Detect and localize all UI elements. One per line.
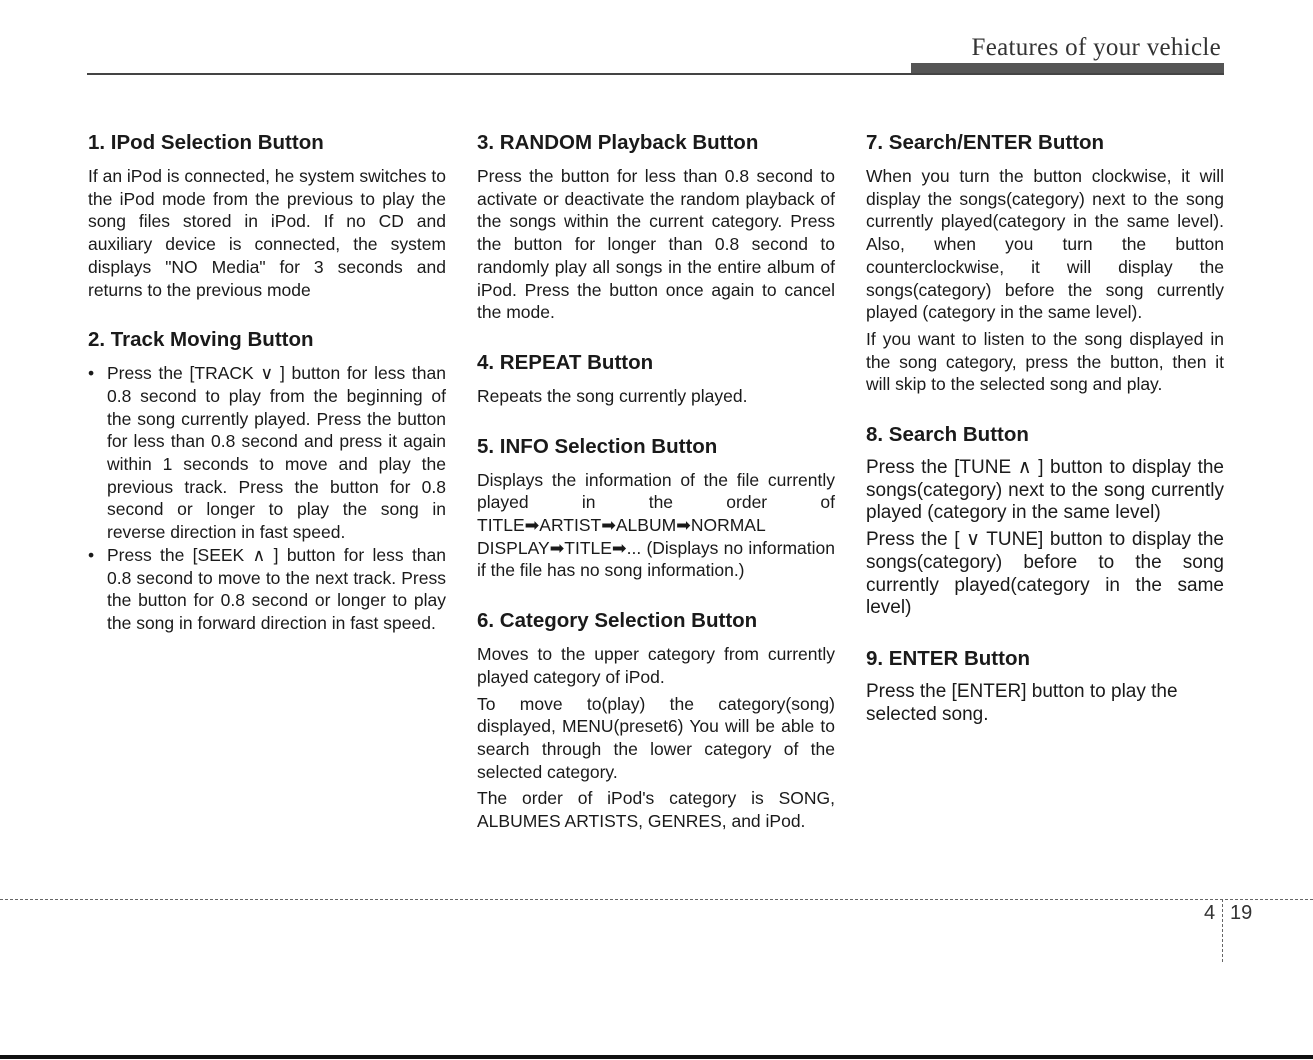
column-2 bbox=[477, 130, 835, 859]
section-text: The order of iPod's category is SONG, ALBUMES ARTISTS, GENRES, and iPod. bbox=[477, 788, 835, 832]
running-header-title: Features of your vehicle bbox=[971, 34, 1221, 61]
bullet-icon: • bbox=[88, 363, 95, 384]
column-1 bbox=[88, 130, 446, 661]
section-text: To move to(play) the category(song) displayed, MENU(preset6) You will be able to search through the lower category of the selected category. bbox=[477, 693, 835, 782]
page-number: 19 bbox=[1230, 902, 1253, 924]
section-heading: 9. ENTER Button bbox=[866, 646, 1030, 670]
section-text: Press the [ ∨ TUNE] button to display the songs(category) before to the song currently played(category in the same level) bbox=[866, 529, 1224, 619]
section-random-playback bbox=[477, 130, 835, 324]
section-track-moving bbox=[88, 327, 446, 634]
list-item bbox=[88, 362, 446, 544]
section-search-enter bbox=[866, 130, 1224, 396]
chapter-number: 4 bbox=[1204, 902, 1216, 924]
header-rule bbox=[87, 73, 1224, 75]
section-ipod-selection bbox=[88, 130, 446, 301]
section-text: If you want to listen to the song displayed in the song category, press the button, then it will skip to the selected song and play. bbox=[866, 328, 1224, 395]
section-text: If an iPod is connected, he system switches to the iPod mode from the previous to play the song files stored in iPod. If no CD and auxiliary device is connected, the system displays "NO Media" for 3 seconds and returns to the previous mode bbox=[88, 166, 446, 300]
section-heading: 6. Category Selection Button bbox=[477, 609, 758, 633]
section-heading: 7. Search/ENTER Button bbox=[866, 131, 1105, 154]
column-3 bbox=[866, 130, 1224, 752]
section-text: Press the button for less than 0.8 second to activate or deactivate the random playback of the songs within the current category. Press the button for longer than 0.8 second to randomly play all songs in the entire album of iPod. Press the button once again to cancel the mode. bbox=[477, 166, 835, 323]
section-category-selection bbox=[477, 608, 835, 833]
section-text: Moves to the upper category from currently played category of iPod. bbox=[477, 644, 835, 687]
section-heading: 8. Search Button bbox=[866, 423, 1029, 447]
footer-divider bbox=[0, 899, 1313, 900]
list-item-text: Press the [TRACK ∨ ] button for less than 0.8 second to play from the beginning of the song currently played. Press the button for less than 0.8 second and press it again within 1 seconds to move and play the previous track. Press the button for 0.8 second or longer to play the song in reverse direction in fast speed. bbox=[107, 363, 446, 543]
section-heading: 2. Track Moving Button bbox=[88, 328, 314, 352]
section-text: Repeats the song currently played. bbox=[477, 385, 748, 406]
section-heading: 4. REPEAT Button bbox=[477, 350, 654, 374]
section-text: Press the [ENTER] button to play the selected song. bbox=[866, 680, 1178, 725]
footer-page-divider bbox=[1222, 899, 1223, 962]
section-repeat bbox=[477, 350, 835, 408]
section-enter bbox=[866, 646, 1224, 726]
list-item-text: Press the [SEEK ∧ ] button for less than 0.8 second to move to the next track. Press the button for 0.8 second or longer to play the song in forward direction in fast speed. bbox=[107, 544, 446, 633]
bullet-list bbox=[88, 362, 446, 634]
section-search bbox=[866, 422, 1224, 620]
section-text: When you turn the button clockwise, it will display the songs(category) next to the song currently played(category in the same level). Also, when you turn the button counterclockwise, it will display the songs(category) before the song currently played (category in the same level). bbox=[866, 166, 1224, 323]
section-text: Displays the information of the file currently played in the order of TITLE➡ARTIST➡ALBUM➡NORMAL DISPLAY➡TITLE➡... (Displays no information if the file has no song information.) bbox=[477, 469, 835, 581]
section-heading: 3. RANDOM Playback Button bbox=[477, 131, 759, 154]
list-item bbox=[88, 544, 446, 635]
section-heading: 5. INFO Selection Button bbox=[477, 434, 718, 458]
section-info-selection bbox=[477, 434, 835, 583]
section-heading: 1. IPod Selection Button bbox=[88, 131, 324, 154]
section-text: Press the [TUNE ∧ ] button to display the songs(category) next to the song currently played (category in the same level) bbox=[866, 457, 1224, 524]
bottom-rule bbox=[0, 1055, 1313, 1059]
bullet-icon: • bbox=[88, 544, 95, 565]
